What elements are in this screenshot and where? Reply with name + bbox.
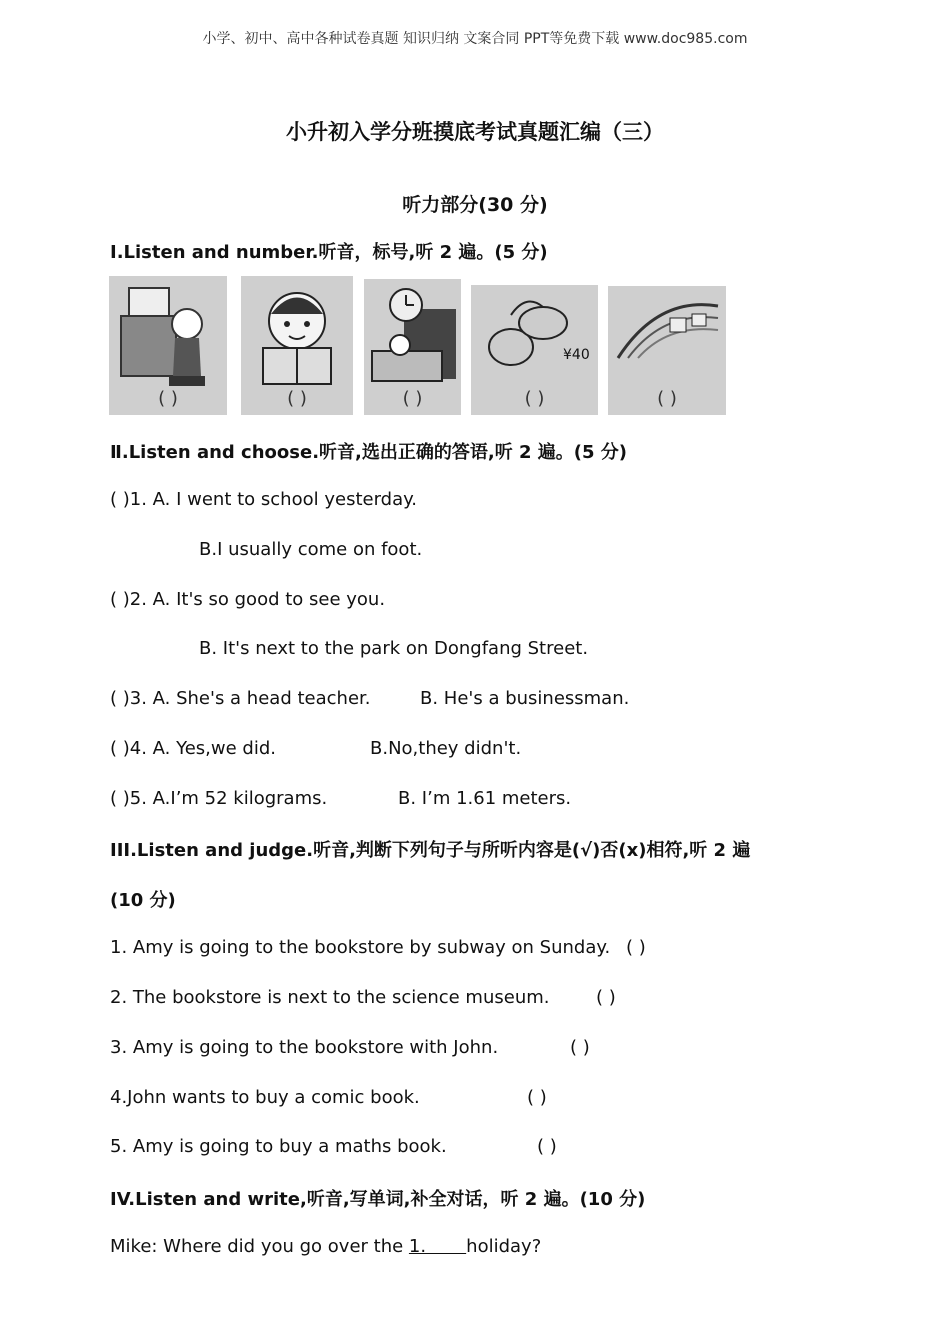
page-header: 小学、初中、高中各种试卷真题 知识归纳 文案合同 PPT等免费下载 www.doc985.com	[202, 31, 748, 47]
judge-paren-4[interactable]: ( )	[527, 1087, 547, 1108]
page-title: 小升初入学分班摸底考试真题汇编（三）	[286, 120, 664, 144]
section-subtitle: 听力部分(30 分)	[402, 194, 548, 216]
q3-option-b: B. He's a businessman.	[420, 688, 630, 709]
q4-option-a: ( )4. A. Yes,we did.	[110, 738, 276, 759]
dialogue-line-1-after: holiday?	[466, 1236, 542, 1257]
picture-4	[471, 285, 598, 415]
judge-item-1: 1. Amy is going to the bookstore by subway on Sunday.	[110, 937, 611, 958]
answer-paren-3[interactable]: ( )	[402, 388, 423, 409]
q5-option-a: ( )5. A.I’m 52 kilograms.	[110, 788, 328, 809]
judge-paren-3[interactable]: ( )	[570, 1037, 590, 1058]
answer-paren-5[interactable]: ( )	[657, 388, 677, 409]
picture-2	[241, 276, 353, 415]
q1-option-b: B.I usually come on foot.	[199, 539, 423, 560]
section3-heading: III.Listen and judge.听音,判断下列句子与所听内容是(√)否(x)相符,听 2 遍	[110, 840, 751, 861]
judge-paren-1[interactable]: ( )	[626, 937, 646, 958]
section4-heading: IV.Listen and write,听音,写单词,补全对话，听 2 遍。(10 分)	[110, 1189, 646, 1210]
judge-item-5: 5. Amy is going to buy a maths book.	[110, 1136, 447, 1157]
q2-option-b: B. It's next to the park on Dongfang Street.	[199, 638, 589, 659]
picture-3	[364, 279, 461, 415]
picture-1	[109, 276, 227, 415]
picture-5	[608, 286, 726, 415]
q5-option-b: B. I’m 1.61 meters.	[398, 788, 572, 809]
answer-paren-4[interactable]: ( )	[524, 388, 545, 409]
judge-paren-2[interactable]: ( )	[596, 987, 616, 1008]
judge-item-3: 3. Amy is going to the bookstore with John.	[110, 1037, 499, 1058]
answer-paren-2[interactable]: ( )	[287, 388, 307, 409]
dialogue-line-1-before: Mike: Where did you go over the	[110, 1236, 409, 1257]
price-label: ¥40	[563, 347, 590, 363]
q1-option-a: ( )1. A. I went to school yesterday.	[110, 489, 417, 510]
fill-blank-1[interactable]: 1.	[408, 1236, 467, 1257]
dialogue-line-1	[110, 1236, 541, 1257]
judge-paren-5[interactable]: ( )	[537, 1136, 557, 1157]
q3-option-a: ( )3. A. She's a head teacher.	[110, 688, 371, 709]
section3-points: (10 分)	[110, 890, 176, 911]
section1-heading: I.Listen and number.听音，标号,听 2 遍。(5 分)	[110, 242, 548, 263]
section2-heading: Ⅱ.Listen and choose.听音,选出正确的答语,听 2 遍。(5 分)	[110, 442, 628, 463]
answer-paren-1[interactable]: ( )	[158, 388, 178, 409]
q4-option-b: B.No,they didn't.	[370, 738, 522, 759]
q2-option-a: ( )2. A. It's so good to see you.	[110, 589, 386, 610]
judge-item-4: 4.John wants to buy a comic book.	[110, 1087, 420, 1108]
judge-item-2: 2. The bookstore is next to the science museum.	[110, 987, 550, 1008]
